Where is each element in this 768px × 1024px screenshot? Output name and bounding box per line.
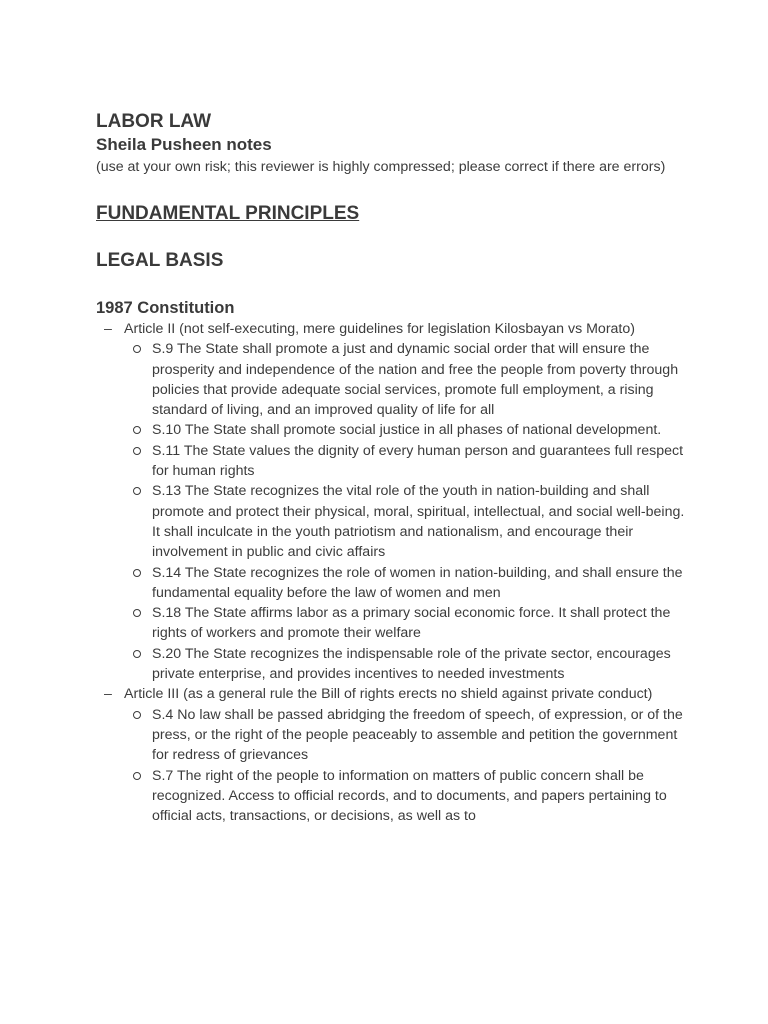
circle-bullet-icon xyxy=(133,345,141,353)
section-heading: FUNDAMENTAL PRINCIPLES xyxy=(96,203,360,224)
document-title: LABOR LAW xyxy=(96,111,212,132)
circle-bullet-icon xyxy=(133,711,141,719)
section-text: S.7 The right of the people to information on matters of public concern shall be recognized. Access to official records, and to documents, and papers pertaining to official acts, transactions, or decisions, as well as to xyxy=(152,767,667,825)
article-text: Article III (as a general rule the Bill of rights erects no shield against private conduct) xyxy=(124,686,653,703)
list-item xyxy=(124,420,686,440)
section-text: S.10 The State shall promote social justice in all phases of national development. xyxy=(152,422,662,439)
list-item xyxy=(124,766,686,827)
circle-bullet-icon xyxy=(133,569,141,577)
section-text: S.13 The State recognizes the vital role of the youth in nation-building and shall promote and protect their physical, moral, spiritual, intellectual, and social well-being. It shall inculcate in the youth patriotism and nationalism, and encourage their involvement in public and civic affairs xyxy=(152,483,685,561)
circle-bullet-icon xyxy=(133,609,141,617)
circle-bullet-icon xyxy=(133,487,141,495)
circle-bullet-icon xyxy=(133,772,141,780)
article-list xyxy=(96,319,686,826)
list-item xyxy=(124,603,686,644)
section-text: S.4 No law shall be passed abridging the freedom of speech, of expression, or of the press, or the right of the people peaceably to assemble and petition the government for redress of grievances xyxy=(152,706,683,764)
circle-bullet-icon xyxy=(133,650,141,658)
document-subtitle: Sheila Pusheen notes xyxy=(96,135,272,154)
section-text: S.11 The State values the dignity of every human person and guarantees full respect for human rights xyxy=(152,442,684,480)
article-item xyxy=(96,319,686,684)
section-text: S.14 The State recognizes the role of women in nation-building, and shall ensure the fundamental equality before the law of women and men xyxy=(152,564,683,601)
list-item xyxy=(124,644,686,685)
subsection-heading: LEGAL BASIS xyxy=(96,250,224,271)
disclaimer-note: (use at your own risk; this reviewer is highly compressed; please correct if there are errors) xyxy=(96,159,666,175)
dash-bullet: – xyxy=(104,686,112,703)
document-page xyxy=(96,110,686,826)
section-text: S.9 The State shall promote a just and dynamic social order that will ensure the prosperity and independence of the nation and free the people from poverty through policies that provide adequate social services, promote full employment, a rising standard of living, and an improved quality of life for all xyxy=(152,341,679,419)
list-item xyxy=(124,481,686,562)
source-heading: 1987 Constitution xyxy=(96,299,235,317)
article-item xyxy=(96,684,686,826)
list-item xyxy=(124,705,686,766)
circle-bullet-icon xyxy=(133,447,141,455)
dash-bullet: – xyxy=(104,321,112,337)
list-item xyxy=(124,339,686,420)
section-text: S.20 The State recognizes the indispensable role of the private sector, encourages private enterprise, and provides incentives to needed investments xyxy=(152,645,671,683)
section-list xyxy=(124,705,686,827)
circle-bullet-icon xyxy=(133,426,141,434)
list-item xyxy=(124,441,686,482)
section-list xyxy=(124,339,686,684)
section-text: S.18 The State affirms labor as a primary social economic force. It shall protect the rights of workers and promote their welfare xyxy=(152,605,671,642)
list-item xyxy=(124,563,686,604)
article-text: Article II (not self-executing, mere guidelines for legislation Kilosbayan vs Morato) xyxy=(124,321,635,337)
